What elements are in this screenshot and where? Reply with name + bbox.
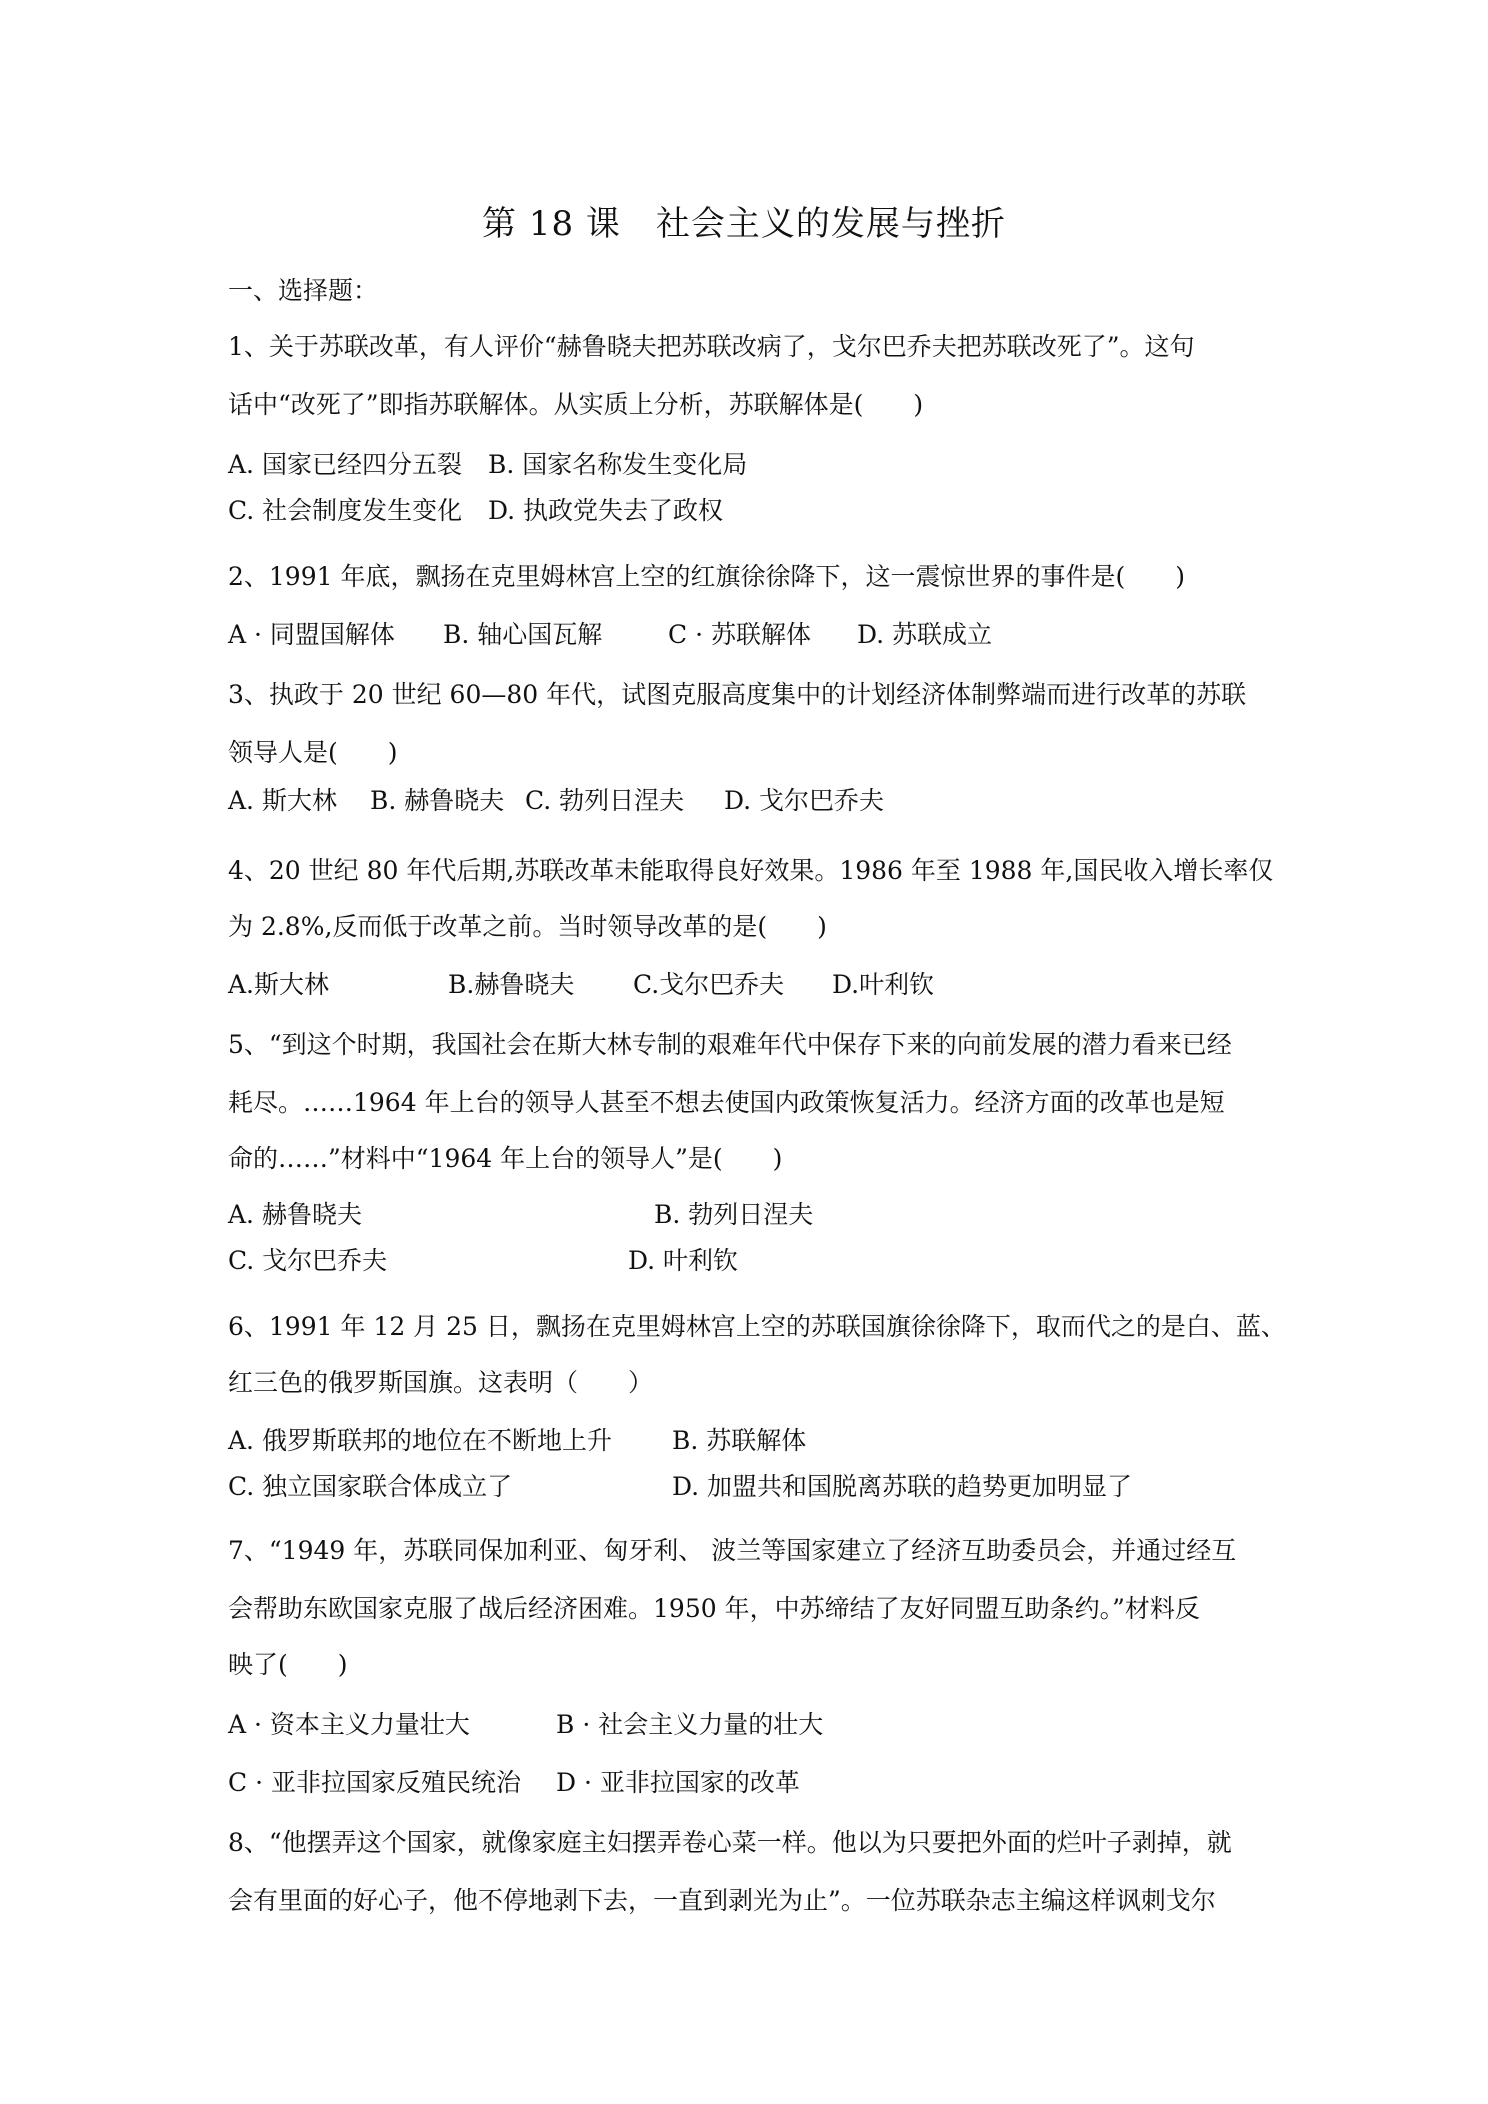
- question-3-option-b: B. 赫鲁晓夫: [370, 786, 505, 815]
- question-4-option-c: C.戈尔巴乔夫: [633, 970, 785, 999]
- question-3-option-a: A. 斯大林: [228, 786, 337, 815]
- question-7-option-c: C · 亚非拉国家反殖民统治: [228, 1768, 521, 1797]
- question-5-line-3: 命的……”材料中“1964 年上台的领导人”是( ): [228, 1144, 783, 1173]
- question-5-option-a: A. 赫鲁晓夫: [228, 1200, 362, 1229]
- question-2-option-b: B. 轴心国瓦解: [443, 620, 603, 649]
- question-4-option-a: A.斯大林: [228, 970, 330, 999]
- question-7-option-b: B · 社会主义力量的壮大: [556, 1710, 824, 1739]
- question-1-option-a: A. 国家已经四分五裂: [228, 450, 462, 479]
- question-7-option-a: A · 资本主义力量壮大: [228, 1710, 470, 1739]
- question-1-line-2: 话中“改死了”即指苏联解体。从实质上分析，苏联解体是( ): [228, 390, 924, 419]
- question-4-line-2: 为 2.8%,反而低于改革之前。当时领导改革的是( ): [228, 912, 827, 941]
- question-5-option-c: C. 戈尔巴乔夫: [228, 1246, 388, 1275]
- question-6-option-a: A. 俄罗斯联邦的地位在不断地上升: [228, 1426, 612, 1455]
- section-heading: 一、选择题：: [228, 276, 379, 305]
- question-1-option-b: B. 国家名称发生变化局: [488, 450, 748, 479]
- question-2-option-a: A · 同盟国解体: [228, 620, 395, 649]
- question-1-line-1: 1、关于苏联改革，有人评价“赫鲁晓夫把苏联改病了，戈尔巴乔夫把苏联改死了”。这句: [228, 332, 1195, 361]
- question-8-line-1: 8、“他摆弄这个国家，就像家庭主妇摆弄卷心菜一样。他以为只要把外面的烂叶子剥掉，就: [228, 1828, 1232, 1857]
- question-7-line-3: 映了( ): [228, 1650, 348, 1679]
- question-7-option-d: D · 亚非拉国家的改革: [556, 1768, 800, 1797]
- question-3-option-c: C. 勃列日涅夫: [525, 786, 685, 815]
- question-6-line-1: 6、1991 年 12 月 25 日，飘扬在克里姆林宫上空的苏联国旗徐徐降下，取而代之的是白、蓝、: [228, 1312, 1286, 1341]
- question-5-line-1: 5、“到这个时期，我国社会在斯大林专制的艰难年代中保存下来的向前发展的潜力看来已经: [228, 1030, 1232, 1059]
- question-8-line-2: 会有里面的好心子，他不停地剥下去，一直到剥光为止”。一位苏联杂志主编这样讽刺戈尔: [228, 1886, 1216, 1915]
- question-5-line-2: 耗尽。……1964 年上台的领导人甚至不想去使国内政策恢复活力。经济方面的改革也是短: [228, 1088, 1225, 1117]
- question-4-option-b: B.赫鲁晓夫: [448, 970, 575, 999]
- question-6-line-2: 红三色的俄罗斯国旗。这表明（ ）: [228, 1368, 654, 1397]
- question-3-option-d: D. 戈尔巴乔夫: [724, 786, 885, 815]
- question-4-option-d: D.叶利钦: [832, 970, 935, 999]
- question-2-line-1: 2、1991 年底，飘扬在克里姆林宫上空的红旗徐徐降下，这一震惊世界的事件是( ): [228, 562, 1185, 591]
- question-6-option-d: D. 加盟共和国脱离苏联的趋势更加明显了: [672, 1472, 1133, 1501]
- question-2-option-d: D. 苏联成立: [857, 620, 993, 649]
- question-3-line-2: 领导人是( ): [228, 738, 398, 767]
- question-7-line-2: 会帮助东欧国家克服了战后经济困难。1950 年，中苏缔结了友好同盟互助条约。”材料反: [228, 1594, 1200, 1623]
- question-1-option-c: C. 社会制度发生变化: [228, 496, 463, 525]
- question-6-option-b: B. 苏联解体: [672, 1426, 807, 1455]
- question-3-line-1: 3、执政于 20 世纪 60—80 年代，试图克服高度集中的计划经济体制弊端而进行改革的苏联: [228, 680, 1247, 709]
- question-5-option-d: D. 叶利钦: [628, 1246, 739, 1275]
- question-4-line-1: 4、20 世纪 80 年代后期,苏联改革未能取得良好效果。1986 年至 1988 年,国民收入增长率仅: [228, 856, 1274, 885]
- question-1-option-d: D. 执政党失去了政权: [488, 496, 724, 525]
- page-title: 第 18 课 社会主义的发展与挫折: [482, 204, 1006, 244]
- question-2-option-c: C · 苏联解体: [668, 620, 811, 649]
- question-5-option-b: B. 勃列日涅夫: [654, 1200, 814, 1229]
- question-6-option-c: C. 独立国家联合体成立了: [228, 1472, 513, 1501]
- question-7-line-1: 7、“1949 年，苏联同保加利亚、匈牙利、 波兰等国家建立了经济互助委员会，并通过经互: [228, 1536, 1237, 1565]
